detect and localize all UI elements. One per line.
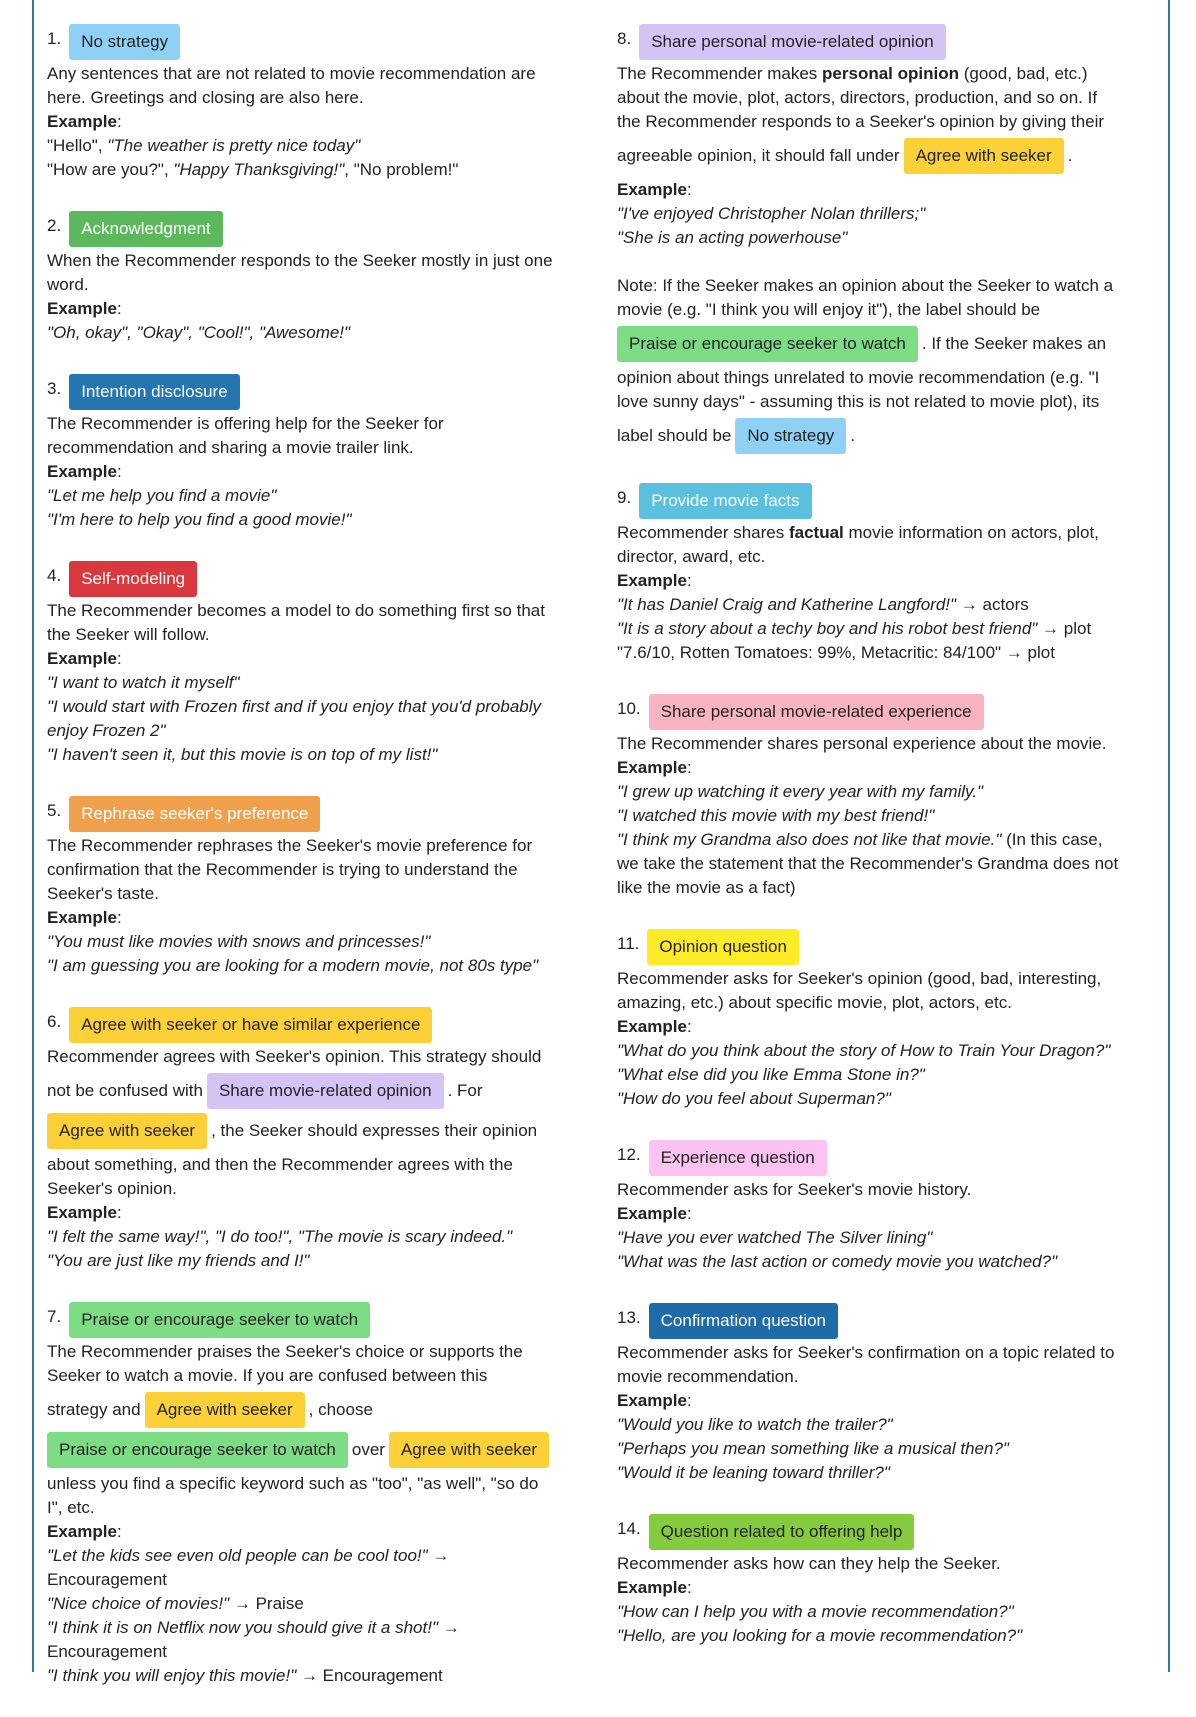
example-heading: Example: [617,180,692,199]
tag-agree-with-seeker: Agree with seeker [145,1392,305,1428]
description-line: about the movie, plot, actors, directors, production, and so on. If [617,88,1098,107]
example-line: "Hello, are you looking for a movie recommendation?" [617,1626,1023,1645]
description-line: Seeker to watch a movie. If you are confused between this [47,1366,488,1385]
tag-praise-encourage: Praise or encourage seeker to watch [617,326,918,362]
example-line: "I've enjoyed Christopher Nolan thrillers;" [617,204,926,223]
description-line: The Recommender praises the Seeker's choice or supports the [47,1342,523,1361]
example-line: "It is a story about a techy boy and his robot best friend" → plot [617,619,1092,638]
example-line: "7.6/10, Rotten Tomatoes: 99%, Metacritic: 84/100" → plot [617,643,1055,662]
tag-agree-with-seeker: Agree with seeker or have similar experience [69,1007,432,1043]
tag-offering-help-question: Question related to offering help [649,1514,915,1550]
description-line: Recommender agrees with Seeker's opinion. This strategy should [47,1047,542,1066]
strategy-14 [617,1514,1157,1648]
example-heading: Example: [47,1203,122,1222]
strategy-11 [617,929,1157,1111]
example-line: "How are you?", "Happy Thanksgiving!", "No problem!" [47,160,459,179]
example-line: "I think you will enjoy this movie!" → Encouragement [47,1666,443,1685]
example-line: "Would you like to watch the trailer?" [617,1415,893,1434]
example-line: like the movie as a fact) [617,878,796,897]
description-line: movie recommendation. [617,1367,799,1386]
description-line: agreeable opinion, it should fall under Agree with seeker . [617,138,1157,174]
description-line: Seeker's opinion. [47,1179,177,1198]
tag-acknowledgment: Acknowledgment [69,211,222,247]
example-heading: Example: [47,112,122,131]
strategy-2 [47,211,582,345]
example-line: "You must like movies with snows and princesses!" [47,932,431,951]
example-line: "I haven't seen it, but this movie is on top of my list!" [47,745,438,764]
description-line: When the Recommender responds to the Seeker mostly in just one [47,251,553,270]
description-line: The Recommender makes personal opinion (good, bad, etc.) [617,64,1088,83]
description-line: The Recommender shares personal experience about the movie. [617,734,1107,753]
description-line: amazing, etc.) about specific movie, plot, actors, etc. [617,993,1012,1012]
strategy-number: 1. [47,29,62,48]
description-line: Seeker's taste. [47,884,159,903]
example-line: "I want to watch it myself" [47,673,240,692]
description-line: Recommender asks for Seeker's opinion (good, bad, interesting, [617,969,1102,988]
example-line: "Have you ever watched The Silver lining" [617,1228,933,1247]
example-heading: Example: [617,1578,692,1597]
strategy-9 [617,483,1157,665]
example-line: "She is an acting powerhouse" [617,228,848,247]
tag-opinion-question: Opinion question [647,929,799,965]
strategy-1 [47,24,582,182]
example-line: "What was the last action or comedy movie you watched?" [617,1252,1058,1271]
tag-agree-with-seeker: Agree with seeker [389,1432,549,1468]
description-line: I", etc. [47,1498,95,1517]
note-line: opinion about things unrelated to movie recommendation (e.g. "I [617,368,1100,387]
example-line: "I would start with Frozen first and if you enjoy that you'd probably [47,697,542,716]
description-line: here. Greetings and closing are also here. [47,88,364,107]
description-line: The Recommender rephrases the Seeker's movie preference for [47,836,533,855]
description-line: Recommender asks for Seeker's movie history. [617,1180,972,1199]
description-line: about something, and then the Recommender agrees with the [47,1155,513,1174]
example-heading: Example: [47,1522,122,1541]
strategy-number: 8. [617,29,632,48]
description-line: word. [47,275,89,294]
example-line: "Oh, okay", "Okay", "Cool!", "Awesome!" [47,323,351,342]
example-line: "Let me help you find a movie" [47,486,277,505]
example-line: Encouragement [47,1570,168,1589]
example-line: "You are just like my friends and I!" [47,1251,310,1270]
example-heading: Example: [617,571,692,590]
strategy-6 [47,1007,582,1273]
tag-share-opinion: Share movie-related opinion [207,1073,444,1109]
example-line: "I felt the same way!", "I do too!", "The movie is scary indeed." [47,1227,513,1246]
example-line: "Let the kids see even old people can be cool too!" → [47,1546,450,1565]
strategy-5 [47,796,582,978]
example-line: "Hello", "The weather is pretty nice today" [47,136,361,155]
example-line: enjoy Frozen 2" [47,721,166,740]
description-line: Praise or encourage seeker to watch over Agree with seeker [47,1432,582,1468]
example-line: "I am guessing you are looking for a modern movie, not 80s type" [47,956,539,975]
tag-experience-question: Experience question [649,1140,827,1176]
description-line: recommendation and sharing a movie trailer link. [47,438,414,457]
note-line: Praise or encourage seeker to watch . If the Seeker makes an [617,326,1157,362]
tag-share-opinion: Share personal movie-related opinion [639,24,946,60]
example-heading: Example: [617,1204,692,1223]
tag-rephrase-preference: Rephrase seeker's preference [69,796,320,832]
tag-agree-with-seeker: Agree with seeker [904,138,1064,174]
tag-personal-experience: Share personal movie-related experience [649,694,984,730]
strategy-4 [47,561,582,767]
example-line: "How can I help you with a movie recommendation?" [617,1602,1014,1621]
strategy-number: 5. [47,801,62,820]
tag-agree-with-seeker: Agree with seeker [47,1113,207,1149]
description-line: Any sentences that are not related to movie recommendation are [47,64,536,83]
example-heading: Example: [47,908,122,927]
example-line: "It has Daniel Craig and Katherine Langford!" → actors [617,595,1029,614]
example-line: "I watched this movie with my best friend!" [617,806,935,825]
example-line: "I'm here to help you find a good movie!" [47,510,352,529]
tag-no-strategy: No strategy [69,24,180,60]
example-line: "I think my Grandma also does not like that movie." (In this case, [617,830,1103,849]
description-line: director, award, etc. [617,547,766,566]
description-line: The Recommender becomes a model to do something first so that [47,601,545,620]
description-line: strategy and Agree with seeker , choose [47,1392,582,1428]
note-line: love sunny days" - assuming this is not related to movie plot), its [617,392,1100,411]
note-line: label should be No strategy . [617,418,1157,454]
example-line: we take the statement that the Recommender's Grandma does not [617,854,1119,873]
strategy-10 [617,694,1157,900]
strategy-number: 13. [617,1308,641,1327]
note-line: movie (e.g. "I think you will enjoy it"), the label should be [617,300,1041,319]
example-line: "I think it is on Netflix now you should give it a shot!" → [47,1618,460,1637]
tag-intention-disclosure: Intention disclosure [69,374,239,410]
strategy-number: 4. [47,566,62,585]
example-line: "I grew up watching it every year with my family." [617,782,984,801]
strategy-number: 14. [617,1519,641,1538]
description-line: Recommender shares factual movie information on actors, plot, [617,523,1099,542]
example-line: "What do you think about the story of How to Train Your Dragon?" [617,1041,1111,1060]
description-line: The Recommender is offering help for the Seeker for [47,414,444,433]
example-heading: Example: [47,649,122,668]
example-heading: Example: [617,1017,692,1036]
tag-praise-encourage: Praise or encourage seeker to watch [47,1432,348,1468]
strategy-8 [617,24,1157,454]
note-line: Note: If the Seeker makes an opinion about the Seeker to watch a [617,276,1114,295]
strategy-number: 2. [47,216,62,235]
strategy-number: 11. [617,934,640,953]
tag-self-modeling: Self-modeling [69,561,197,597]
example-heading: Example: [617,1391,692,1410]
description-line: Recommender asks for Seeker's confirmation on a topic related to [617,1343,1115,1362]
example-line: "Would it be leaning toward thriller?" [617,1463,890,1482]
strategy-number: 10. [617,699,641,718]
strategy-12 [617,1140,1157,1274]
description-line: confirmation that the Recommender is trying to understand the [47,860,518,879]
strategy-7 [47,1302,582,1688]
strategy-number: 9. [617,488,632,507]
example-heading: Example: [617,758,692,777]
example-line: "What else did you like Emma Stone in?" [617,1065,925,1084]
description-line: Agree with seeker , the Seeker should expresses their opinion [47,1113,582,1149]
description-line: not be confused with Share movie-related opinion . For [47,1073,582,1109]
tag-praise-encourage: Praise or encourage seeker to watch [69,1302,370,1338]
tag-movie-facts: Provide movie facts [639,483,811,519]
strategy-number: 3. [47,379,62,398]
example-heading: Example: [47,299,122,318]
description-line: unless you find a specific keyword such as "too", "as well", "so do [47,1474,539,1493]
right-column [617,24,1157,1677]
tag-confirmation-question: Confirmation question [649,1303,838,1339]
description-line: the Seeker will follow. [47,625,210,644]
strategy-number: 7. [47,1307,62,1326]
tag-no-strategy: No strategy [735,418,846,454]
left-column [47,24,582,1717]
example-line: "How do you feel about Superman?" [617,1089,891,1108]
description-line: the Recommender responds to a Seeker's opinion by giving their [617,112,1105,131]
strategy-13 [617,1303,1157,1485]
example-heading: Example: [47,462,122,481]
example-line: Encouragement [47,1642,168,1661]
strategy-number: 12. [617,1145,641,1164]
strategy-3 [47,374,582,532]
example-line: "Perhaps you mean something like a musical then?" [617,1439,1009,1458]
example-line: "Nice choice of movies!" → Praise [47,1594,304,1613]
strategy-number: 6. [47,1012,62,1031]
description-line: Recommender asks how can they help the Seeker. [617,1554,1001,1573]
